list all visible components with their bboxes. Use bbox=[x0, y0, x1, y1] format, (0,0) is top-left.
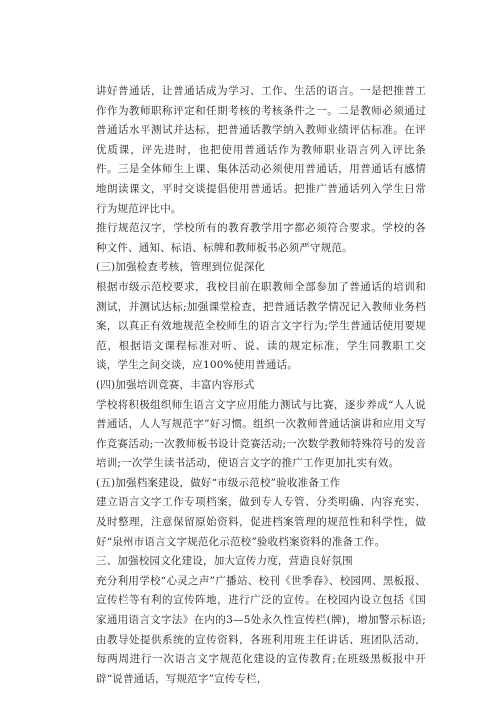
paragraph-putonghua-duties: 讲好普通话，让普通话成为学习、工作、生活的语言。一是把推普工作作为教师职称评定和任期考核的考核条件之一。二是教师必须通过普通话水平测试并达标，把普通话教学纳入教师业绩评估标准。在评优质课，评先进时，也把使用普通话作为教师职业语言列入评比条件。三是全体师生上课、集体活动必须使用普通话，用普通话有感情地朗读课文，平时交谈提倡使用普通话。把推广普通话列入学生日常行为规范评比中。 bbox=[96, 85, 426, 215]
paragraph-archives: 建立语言文字工作专项档案，做到专人专管、分类明确、内容充实、及时整理，注意保留原始资料，促进档案管理的规范性和科学性，做好“泉州市语言文字规范化示范校”验收档案资料的准备工作。 bbox=[96, 496, 426, 548]
section-heading-training: (四)加强培训竞赛，丰富内容形式 bbox=[96, 378, 255, 391]
paragraph-campus-culture: 充分利用学校“心灵之声”广播站、校刊《世季春》、校园网、黑板报、宣传栏等有利的宣传阵地，进行广泛的宣传。在校园内设立包括《国家通用语言文字法》在内的3—5处永久性宣传栏(牌)，增加警示标语;由教导处提供系统的宣传资料，各班利用班主任讲话、班团队活动，每两周进行一次语言文字规范化建设的宣传教育;在班级黑板报中开辟“说普通话，写规范字”宣传专栏， bbox=[96, 574, 426, 685]
document-body bbox=[96, 82, 426, 689]
section-heading-campus-culture: 三、加强校园文化建设，加大宣传力度，营造良好氛围 bbox=[96, 555, 353, 568]
paragraph-training: 学校将积极组织师生语言文字应用能力测试与比赛，逐步养成“人人说普通话，人人写规范字”好习惯。组织一次教师普通话演讲和应用文写作竞赛活动;一次教师板书设计竞赛活动;一次数学教师特殊符号的发音培训;一次学生读书活动，使语言文字的推广工作更加扎实有效。 bbox=[96, 398, 426, 470]
paragraph-standard-characters: 推行规范汉字，学校所有的教育教学用字都必须符合要求。学校的各种文件、通知、标语、标牌和教师板书必须严守规范。 bbox=[96, 222, 426, 254]
paragraph-inspection: 根据市级示范校要求，我校目前在职教师全部参加了普通话的培训和测试，并测试达标;加强课堂检查，把普通话教学情况记入教师业务档案，以真正有效地规范全校师生的语言文字行为;学生普通话使用要规范，根据语文课程标准对听、说、读的规定标准，学生同教职工交谈，学生之间交谈，应100%使用普通话。 bbox=[96, 280, 426, 372]
section-heading-archives: (五)加强档案建设，做好“市级示范校”验收准备工作 bbox=[96, 476, 341, 489]
section-heading-inspection: (三)加强检查考核，管理到位促深化 bbox=[96, 261, 266, 274]
